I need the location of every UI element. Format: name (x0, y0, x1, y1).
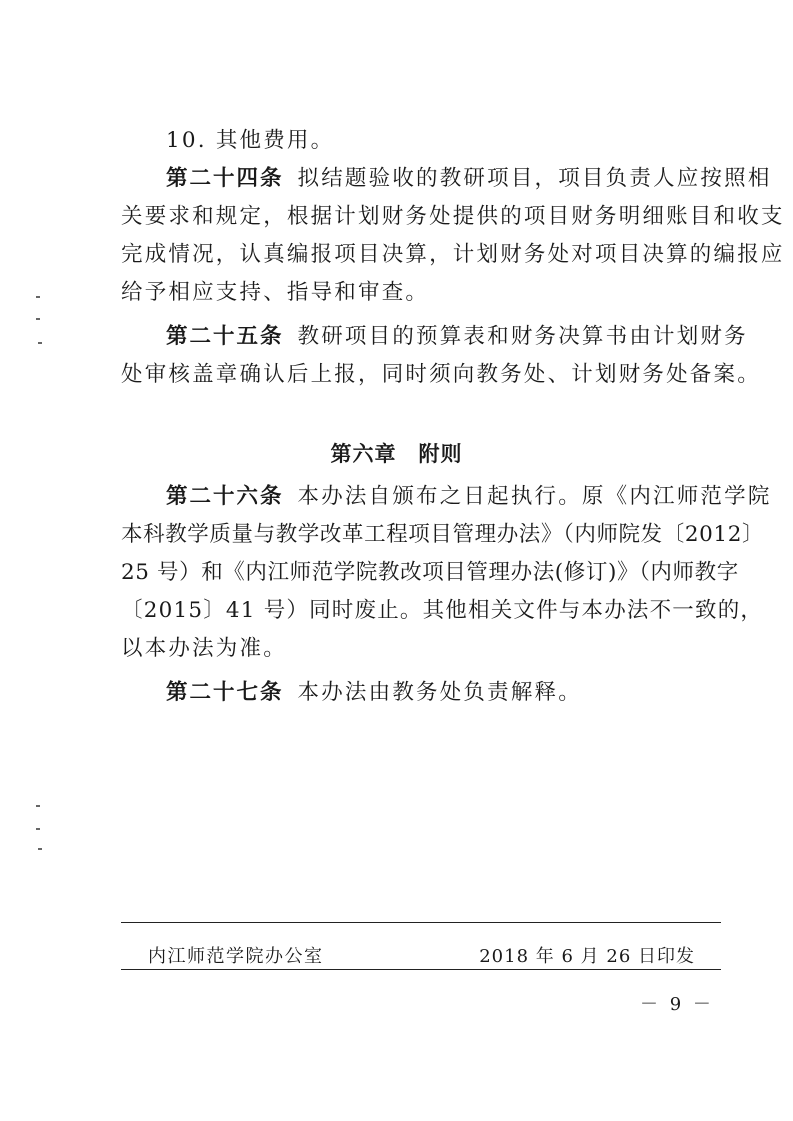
paragraph-line: 处审核盖章确认后上报，同时须向教务处、计划财务处备案。 (121, 362, 761, 387)
paragraph-line: 〔2015〕41 号）同时废止。其他相关文件与本办法不一致的， (121, 598, 764, 623)
scan-speck (36, 296, 40, 298)
article-27-first-line (166, 678, 582, 708)
article-25-title: 第二十五条 (166, 324, 284, 349)
paragraph-line: 关要求和规定，根据计划财务处提供的项目财务明细账目和收支 (121, 204, 785, 229)
article-24-text: 拟结题验收的教研项目，项目负责人应按照相 (297, 166, 772, 191)
article-26-first-line (166, 482, 772, 512)
scan-speck (36, 318, 40, 320)
article-27-text: 本办法由教务处负责解释。 (297, 680, 582, 705)
footer-top-rule (121, 922, 721, 923)
article-25-first-line (166, 322, 748, 352)
paragraph-line: 10. 其他费用。 (166, 128, 335, 153)
scan-speck (36, 805, 40, 807)
paragraph-line: 完成情况，认真编报项目决算，计划财务处对项目决算的编报应 (121, 242, 785, 267)
page-number: － 9 － (640, 994, 714, 1015)
issuer-name: 内江师范学院办公室 (148, 946, 324, 967)
article-26-title: 第二十六条 (166, 484, 284, 509)
article-25-text: 教研项目的预算表和财务决算书由计划财务 (297, 324, 748, 349)
scan-speck (38, 342, 42, 344)
article-24-title: 第二十四条 (166, 166, 284, 191)
paragraph-line: 以本办法为准。 (121, 636, 287, 661)
chapter-title: 附则 (418, 442, 463, 466)
chapter-heading (0, 438, 793, 468)
article-26-text: 本办法自颁布之日起执行。原《内江师范学院 (297, 484, 772, 509)
paragraph-line: 给予相应支持、指导和审查。 (121, 280, 430, 305)
scan-speck (38, 848, 42, 850)
paragraph-line: 本科教学质量与教学改革工程项目管理办法》（内师院发〔2012〕 (121, 522, 765, 547)
chapter-label: 第六章 (330, 442, 397, 466)
issue-date: 2018 年 6 月 26 日印发 (479, 946, 695, 967)
article-27-title: 第二十七条 (166, 680, 284, 705)
paragraph-line: 25 号）和《内江师范学院教改项目管理办法(修订)》（内师教字 (121, 560, 739, 585)
article-24-first-line (166, 164, 772, 194)
scan-speck (36, 828, 40, 830)
footer-bottom-rule (121, 969, 721, 970)
